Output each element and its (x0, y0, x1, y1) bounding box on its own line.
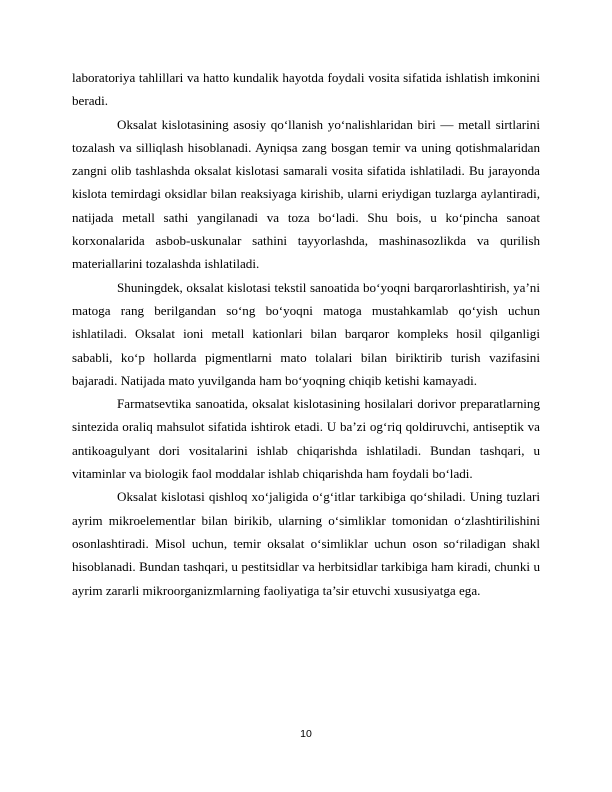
paragraph-continuation: laboratoriya tahlillari va hatto kundalik hayotda foydali vosita sifatida ishlatish imkonini beradi. (72, 70, 540, 109)
paragraph-agriculture: Oksalat kislotasi qishloq xo‘jaligida o‘g‘itlar tarkibiga qo‘shiladi. Uning tuzlari ayrim mikroelementlar bilan birikib, ularning o‘simliklar tomonidan o‘zlashtirilishini osonlashtiradi. Misol uchun, temir oksalat o‘simliklar uchun oson so‘riladigan shakl hisoblanadi. Bundan tashqari, u pestitsidlar va herbitsidlar tarkibiga ham kiradi, chunki u ayrim zararli mikroorganizmlarning faoliyatiga ta’sir etuvchi xususiyatga ega. (72, 489, 540, 598)
page-number: 10 (300, 728, 312, 740)
paragraph-pharmaceutical: Farmatsevtika sanoatida, oksalat kislotasining hosilalari dorivor preparatlarning sintezida oraliq mahsulot sifatida ishtirok etadi. U ba’zi og‘riq qoldiruvchi, antiseptik va antikoagulyant dori vositalarini ishlab chiqarishda ishlatiladi. Bundan tashqari, u vitaminlar va biologik faol moddalar ishlab chiqarishda ham foydali bo‘ladi. (72, 396, 540, 482)
paragraph-textile: Shuningdek, oksalat kislotasi tekstil sanoatida bo‘yoqni barqarorlashtirish, ya’ni matoga rang berilgandan so‘ng bo‘yoqni matoga mustahkamlab qo‘yish uchun ishlatiladi. Oksalat ioni metall kationlari bilan barqaror kompleks hosil qilganligi sababli, ko‘p hollarda pigmentlarni mato tolalari bilan biriktirib turish vazifasini bajaradi. Natijada mato yuvilganda ham bo‘yoqning chiqib ketishi kamayadi. (72, 279, 540, 388)
body-text (72, 66, 540, 602)
paragraph-metal-cleaning: Oksalat kislotasining asosiy qo‘llanish yo‘nalishlaridan biri — metall sirtlarini tozalash va silliqlash hisoblanadi. Ayniqsa zang bosgan temir va uning qotishmalaridan zangni olib tashlashda oksalat kislotasi samarali vosita sifatida ishlatiladi. Bu jarayonda kislota temirdagi oksidlar bilan reaksiyaga kirishib, ularni eriydigan tuzlarga aylantiradi, natijada metall sathi yangilanadi va toza bo‘ladi. Shu bois, u ko‘pincha sanoat korxonalarida asbob-uskunalar sathini tayyorlashda, mashinasozlikda va qurilish materiallarini tozalashda ishlatiladi. (72, 116, 540, 272)
